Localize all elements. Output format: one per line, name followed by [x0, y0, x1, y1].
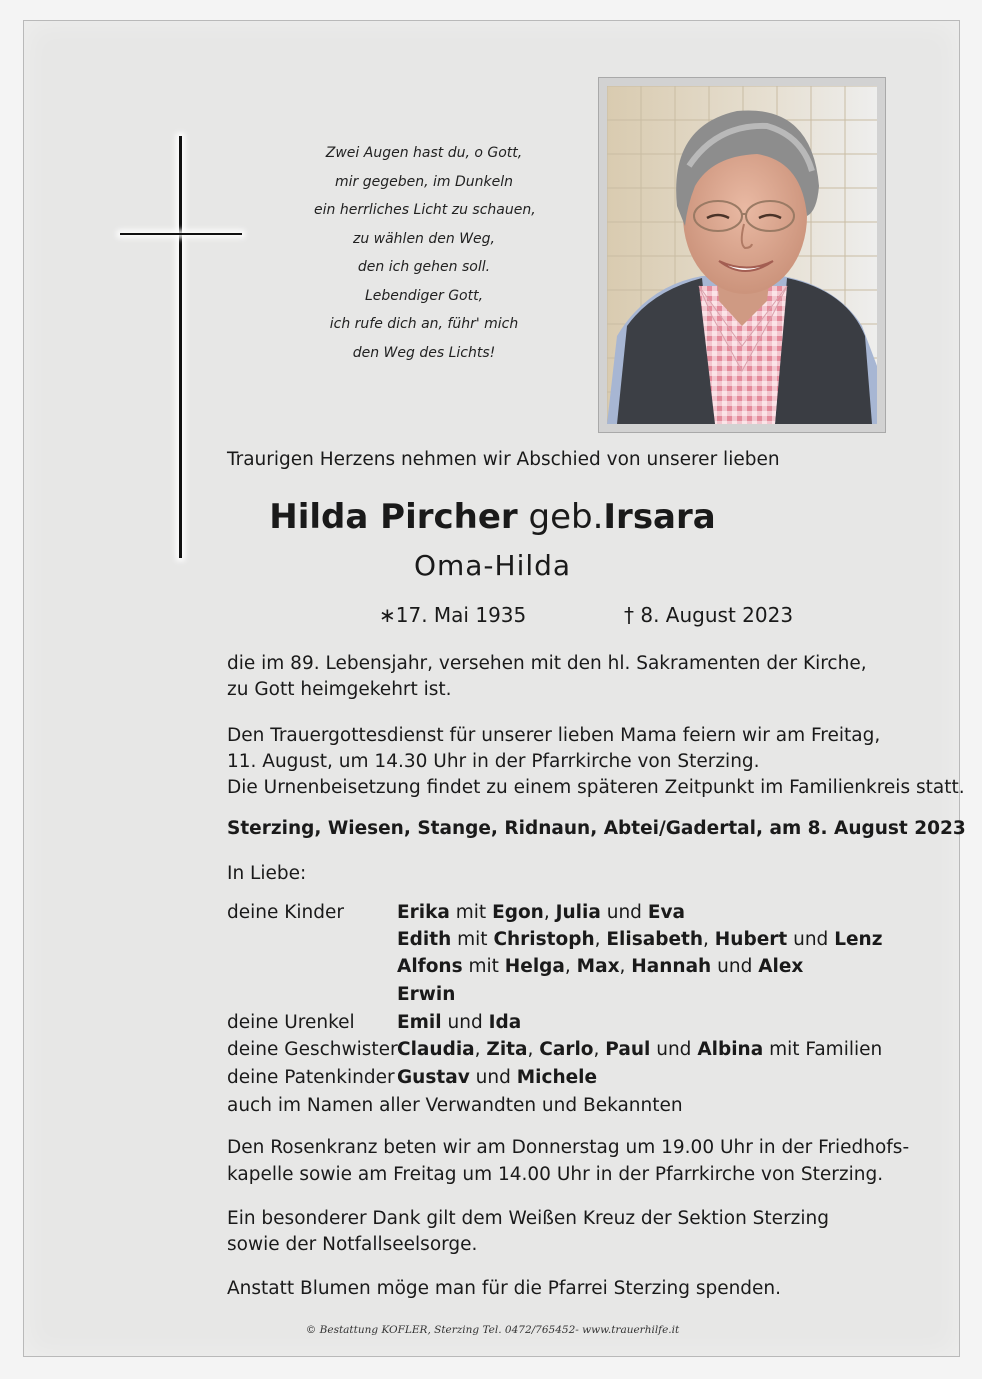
portrait-photo: [607, 86, 877, 424]
verwandte-line: auch im Namen aller Verwandten und Bekannten: [227, 1095, 683, 1116]
para2-line: Den Trauergottesdienst für unserer lieben Mama feiern wir am Freitag,: [227, 725, 881, 746]
kinder-label: deine Kinder: [227, 902, 344, 923]
connector-text: mit Familien: [763, 1039, 883, 1060]
connector-text: ,: [703, 929, 715, 950]
relative-name: Paul: [605, 1039, 651, 1060]
kinder-line: [397, 981, 455, 1009]
connector-text: mit: [449, 902, 493, 923]
urenkel-line: [397, 1009, 521, 1037]
urenkel-label: deine Urenkel: [227, 1012, 355, 1033]
birth-date: ∗17. Mai 1935: [379, 603, 527, 627]
kinder-line: [397, 899, 685, 927]
relative-name: Eva: [647, 902, 685, 923]
poem-line: Zwei Augen hast du, o Gott,: [325, 145, 523, 161]
intro-text: Traurigen Herzens nehmen wir Abschied von unserer lieben: [227, 449, 780, 470]
para1-line: zu Gott heimgekehrt ist.: [227, 679, 452, 700]
maiden-name: Irsara: [603, 497, 716, 537]
relative-name: Michele: [516, 1067, 598, 1088]
poem-line: ich rufe dich an, führ' mich: [329, 316, 519, 332]
poem-line: Lebendiger Gott,: [364, 287, 484, 304]
relative-name: Hannah: [631, 956, 712, 977]
relative-name: Ida: [488, 1012, 522, 1033]
place-date: Sterzing, Wiesen, Stange, Ridnaun, Abtei/Gadertal, am 8. August 2023: [227, 818, 966, 839]
relative-name: Edith: [397, 929, 452, 950]
relative-name: Helga: [504, 956, 565, 977]
deceased-first-name: Hilda Pircher: [269, 497, 518, 537]
kinder-line: [397, 953, 803, 981]
relative-name: Albina: [697, 1039, 764, 1060]
in-liebe-label: In Liebe:: [227, 863, 307, 884]
portrait-frame: [598, 77, 886, 433]
kinder-line: [397, 926, 882, 954]
para2-line: 11. August, um 14.30 Uhr in der Pfarrkirche von Sterzing.: [227, 751, 760, 772]
connector-text: und: [787, 929, 835, 950]
flowers-text: Anstatt Blumen möge man für die Pfarrei Sterzing spenden.: [227, 1278, 782, 1299]
relative-name: Zita: [486, 1039, 528, 1060]
rosary-line: Den Rosenkranz beten wir am Donnerstag um 19.00 Uhr in der Friedhofs-: [227, 1137, 910, 1158]
connector-text: und: [441, 1012, 489, 1033]
death-date: † 8. August 2023: [624, 603, 794, 627]
para2-line: Die Urnenbeisetzung findet zu einem späteren Zeitpunkt im Familienkreis statt.: [227, 777, 965, 798]
relative-name: Elisabeth: [606, 929, 704, 950]
connector-text: ,: [543, 902, 556, 923]
relative-name: Erwin: [397, 984, 456, 1005]
footer-credit: © Bestattung KOFLER, Sterzing Tel. 0472/765452- www.trauerhilfe.it: [305, 1324, 680, 1336]
relative-name: Gustav: [397, 1067, 470, 1088]
relative-name: Alfons: [397, 956, 463, 977]
connector-text: mit: [451, 929, 494, 950]
thanks-line: sowie der Notfallseelsorge.: [227, 1234, 478, 1255]
connector-text: ,: [593, 1039, 606, 1060]
connector-text: ,: [527, 1039, 540, 1060]
poem-line: zu wählen den Weg,: [352, 230, 496, 247]
poem-line: ein herrliches Licht zu schauen,: [314, 202, 536, 218]
thanks-line: Ein besonderer Dank gilt dem Weißen Kreuz der Sektion Sterzing: [227, 1208, 829, 1229]
relative-name: Claudia: [397, 1039, 475, 1060]
relative-name: Hubert: [714, 929, 788, 950]
connector-text: und: [469, 1067, 517, 1088]
relative-name: Erika: [397, 902, 450, 923]
geschwister-label: deine Geschwister: [227, 1039, 398, 1060]
connector-text: ,: [564, 956, 577, 977]
relative-name: Emil: [397, 1012, 442, 1033]
obituary-card: [23, 20, 966, 1357]
deceased-name: [24, 495, 961, 539]
para1-line: die im 89. Lebensjahr, versehen mit den hl. Sakramenten der Kirche,: [227, 653, 867, 674]
connector-text: mit: [462, 956, 505, 977]
relative-name: Julia: [555, 902, 601, 923]
connector-text: und: [711, 956, 759, 977]
connector-text: ,: [474, 1039, 487, 1060]
poem: [314, 139, 534, 367]
relative-name: Egon: [492, 902, 544, 923]
relative-name: Lenz: [834, 929, 883, 950]
poem-line: den Weg des Lichts!: [352, 344, 496, 361]
connector-text: und: [650, 1039, 698, 1060]
nickname: Oma-Hilda: [413, 549, 572, 582]
cross-icon-bar: [120, 233, 242, 235]
relative-name: Carlo: [539, 1039, 594, 1060]
connector-text: und: [600, 902, 648, 923]
patenkinder-line: [397, 1064, 597, 1092]
relative-name: Christoph: [493, 929, 595, 950]
poem-line: den ich gehen soll.: [357, 259, 491, 275]
geb-label: geb.: [528, 497, 604, 537]
connector-text: ,: [594, 929, 607, 950]
relative-name: Alex: [758, 956, 804, 977]
poem-line: mir gegeben, im Dunkeln: [335, 173, 513, 190]
relative-name: Max: [576, 956, 620, 977]
patenkinder-label: deine Patenkinder: [227, 1067, 395, 1088]
rosary-line: kapelle sowie am Freitag um 14.00 Uhr in der Pfarrkirche von Sterzing.: [227, 1164, 884, 1185]
connector-text: ,: [619, 956, 632, 977]
geschwister-line: [397, 1036, 882, 1064]
